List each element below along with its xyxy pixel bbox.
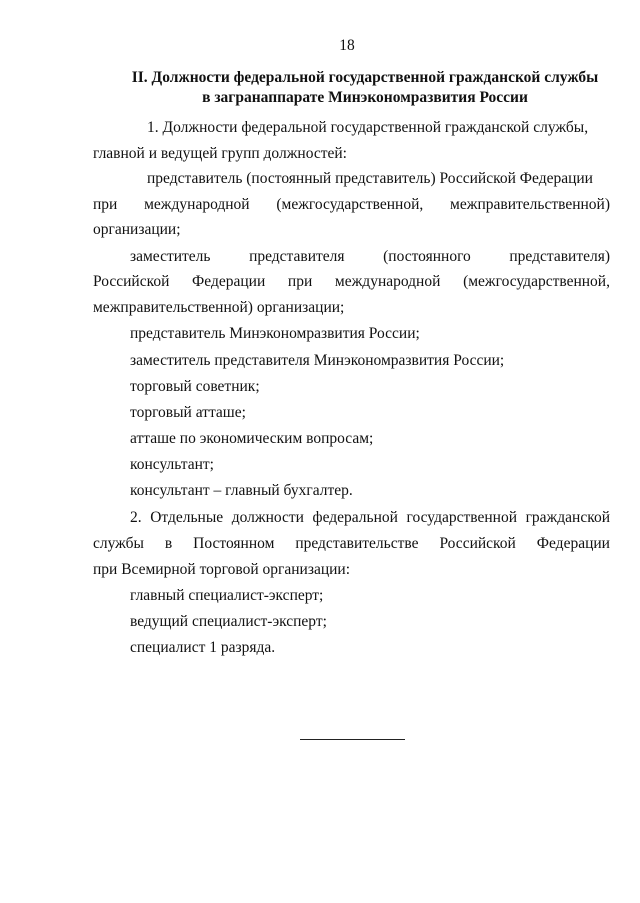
- section2-intro-line-1: 2. Отдельные должности федеральной государственной гражданской: [130, 509, 610, 526]
- item-representative-line-2: [93, 195, 610, 215]
- section1-intro-text: 1. Должности федеральной государственной гражданской службы,: [147, 119, 589, 136]
- item-deputy-line-3: межправительственной) организации;: [93, 299, 345, 316]
- word: Федерации: [536, 535, 610, 552]
- section1-intro-line-2: главной и ведущей групп должностей:: [93, 145, 347, 162]
- word: Российской: [93, 273, 170, 290]
- section2-intro-line-3: при Всемирной торговой организации:: [93, 561, 351, 578]
- closing-rule-divider: [300, 739, 405, 740]
- list-item: специалист 1 разряда.: [130, 639, 276, 656]
- list-item: представитель Минэкономразвития России;: [130, 325, 420, 342]
- word: (межгосударственной,: [276, 196, 424, 213]
- word: межправительственной): [450, 196, 610, 213]
- word: Федерации: [192, 273, 266, 290]
- word: представителя: [249, 248, 345, 265]
- word: представителя): [509, 248, 610, 265]
- word: при: [93, 196, 118, 213]
- heading-line-1: II. Должности федеральной государственной гражданской службы: [131, 69, 599, 86]
- word: службы: [93, 535, 144, 552]
- list-item: торговый советник;: [130, 378, 260, 395]
- list-item: консультант – главный бухгалтер.: [130, 482, 353, 499]
- section-heading: [120, 68, 610, 108]
- word: при: [287, 273, 313, 290]
- list-item: консультант;: [130, 456, 214, 473]
- item-deputy-line-2: [93, 272, 610, 292]
- heading-line-2: в загранаппарате Минэкономразвития России: [202, 89, 528, 106]
- section2-intro-line-2: [93, 534, 610, 554]
- word: (межгосударственной,: [463, 273, 610, 290]
- item-deputy-line-1: [130, 247, 610, 267]
- word: представительстве: [295, 535, 419, 552]
- section1-intro-line-1: [147, 118, 610, 138]
- page-number: 18: [339, 37, 355, 54]
- word: (постоянного: [383, 248, 471, 265]
- list-item: атташе по экономическим вопросам;: [130, 430, 374, 447]
- word: международной: [334, 273, 441, 290]
- list-item: главный специалист-эксперт;: [130, 587, 324, 604]
- word: в: [164, 535, 173, 552]
- word: заместитель: [130, 248, 211, 265]
- list-item: торговый атташе;: [130, 404, 246, 421]
- word: международной: [144, 196, 250, 213]
- item-representative-line-3: организации;: [93, 221, 181, 238]
- item-representative-line-1: представитель (постоянный представитель) Российской Федерации: [147, 170, 593, 187]
- list-item: ведущий специалист-эксперт;: [130, 613, 327, 630]
- word: Постоянном: [193, 535, 275, 552]
- word: Российской: [439, 535, 516, 552]
- list-item: заместитель представителя Минэкономразвития России;: [130, 352, 505, 369]
